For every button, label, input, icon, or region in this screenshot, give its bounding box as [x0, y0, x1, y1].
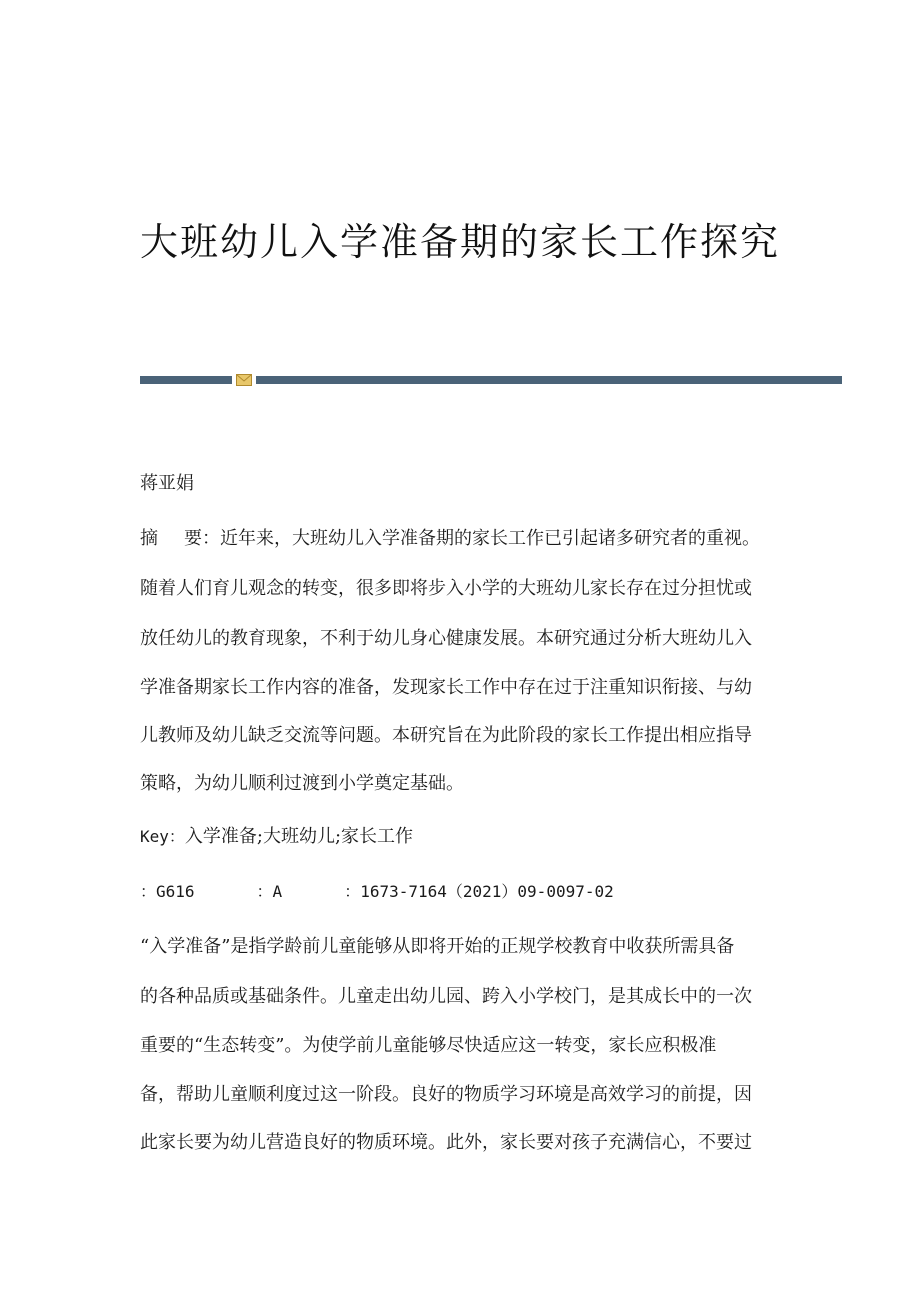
author-name: 蒋亚娟: [140, 473, 194, 494]
divider-bar-right: [256, 376, 842, 384]
body-line-4: 备，帮助儿童顺利度过这一阶段。良好的物质学习环境是高效学习的前提，因: [140, 1084, 752, 1105]
abstract-line-1: [140, 527, 760, 551]
abstract-line-5: 儿教师及幼儿缺乏交流等问题。本研究旨在为此阶段的家长工作提出相应指导: [140, 725, 752, 746]
abstract-line-2: 随着人们育儿观念的转变，很多即将步入小学的大班幼儿家长存在过分担忧或: [140, 578, 752, 599]
clc-number: ：G616: [140, 882, 195, 901]
article-id: ：1673-7164（2021）09-0097-02: [344, 882, 614, 901]
abstract-line-3: 放任幼儿的教育现象，不利于幼儿身心健康发展。本研究通过分析大班幼儿入: [140, 628, 752, 649]
keywords-value: 入学准备;大班幼儿;家长工作: [184, 826, 414, 847]
keywords-label: Key：: [140, 827, 185, 846]
body-line-1: “入学准备”是指学龄前儿童能够从即将开始的正规学校教育中收获所需具备: [140, 936, 735, 957]
classification-line: [140, 880, 614, 904]
keywords-line: [140, 825, 413, 849]
abstract-text-1: 近年来，大班幼儿入学准备期的家长工作已引起诸多研究者的重视。: [220, 528, 760, 549]
divider-bar-left: [140, 376, 232, 384]
document-title: 大班幼儿入学准备期的家长工作探究: [139, 220, 780, 264]
title-divider: [140, 374, 842, 386]
body-line-5: 此家长要为幼儿营造良好的物质环境。此外，家长要对孩子充满信心，不要过: [140, 1132, 752, 1153]
abstract-line-4: 学准备期家长工作内容的准备，发现家长工作中存在过于注重知识衔接、与幼: [140, 677, 752, 698]
abstract-label-first: 摘: [140, 528, 158, 549]
abstract-label-second: 要：: [184, 528, 220, 549]
abstract-line-6: 策略，为幼儿顺利过渡到小学奠定基础。: [140, 773, 464, 794]
body-line-3: 重要的“生态转变”。为使学前儿童能够尽快适应这一转变，家长应积极准: [140, 1035, 717, 1056]
envelope-icon: [236, 374, 252, 386]
body-line-2: 的各种品质或基础条件。儿童走出幼儿园、跨入小学校门，是其成长中的一次: [140, 986, 752, 1007]
document-code: ：A: [256, 882, 283, 901]
